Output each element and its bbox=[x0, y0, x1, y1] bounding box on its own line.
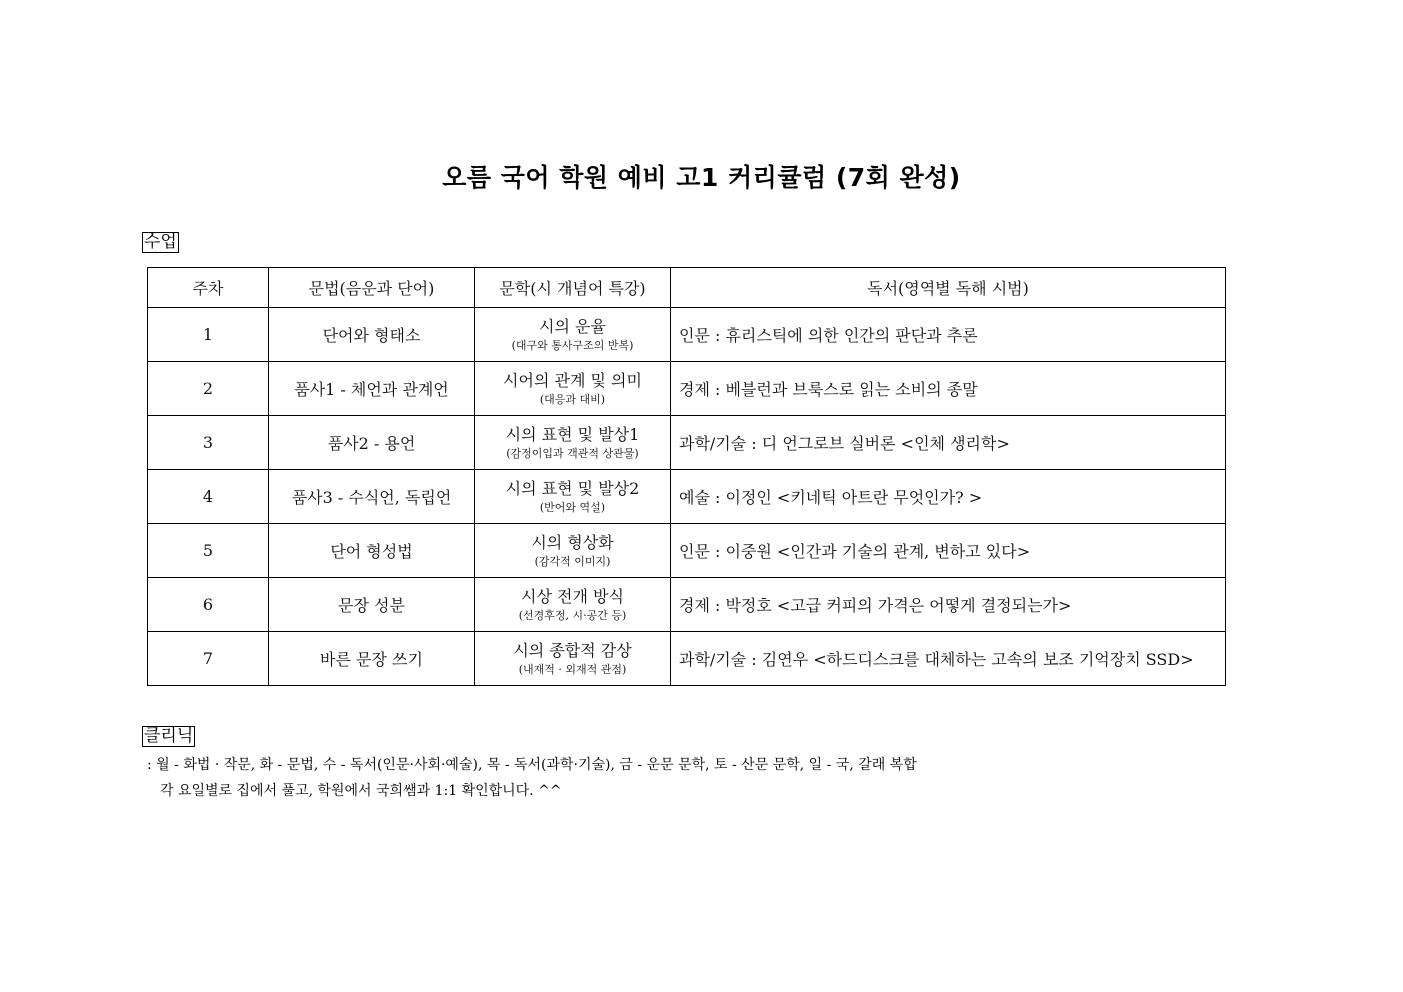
literature-cell bbox=[475, 470, 671, 524]
table-row bbox=[148, 308, 1226, 362]
table-row bbox=[148, 470, 1226, 524]
literature-subtopic: (내재적 · 외재적 관점) bbox=[518, 662, 627, 676]
clinic-section-label: 클리닉 bbox=[144, 726, 194, 746]
literature-subtopic: (선경후정, 시·공간 등) bbox=[518, 608, 627, 622]
reading-cell: 경제 : 베블런과 브룩스로 읽는 소비의 종말 bbox=[671, 362, 1226, 416]
reading-cell: 인문 : 휴리스틱에 의한 인간의 판단과 추론 bbox=[671, 308, 1226, 362]
clinic-note-text: 각 요일별로 집에서 풀고, 학원에서 국희쌤과 1:1 확인합니다. ^^ bbox=[160, 783, 562, 799]
literature-topic: 시의 운율 bbox=[539, 316, 606, 336]
week-cell: 4 bbox=[148, 470, 269, 524]
table-header-row bbox=[148, 268, 1226, 308]
literature-cell bbox=[475, 308, 671, 362]
literature-subtopic: (대응과 대비) bbox=[539, 392, 606, 406]
table-row bbox=[148, 524, 1226, 578]
literature-cell bbox=[475, 362, 671, 416]
literature-cell bbox=[475, 416, 671, 470]
week-cell: 6 bbox=[148, 578, 269, 632]
literature-subtopic: (감각적 이미지) bbox=[534, 554, 611, 568]
reading-cell: 과학/기술 : 디 언그로브 실버론 <인체 생리학> bbox=[671, 416, 1226, 470]
reading-cell: 경제 : 박정호 <고급 커피의 가격은 어떻게 결정되는가> bbox=[671, 578, 1226, 632]
table-row bbox=[148, 632, 1226, 686]
literature-cell bbox=[475, 578, 671, 632]
week-cell: 2 bbox=[148, 362, 269, 416]
grammar-cell: 품사3 - 수식언, 독립언 bbox=[269, 470, 475, 524]
grammar-cell: 문장 성분 bbox=[269, 578, 475, 632]
literature-topic: 시의 표현 및 발상2 bbox=[505, 478, 640, 498]
week-cell: 7 bbox=[148, 632, 269, 686]
week-cell: 3 bbox=[148, 416, 269, 470]
grammar-cell: 품사1 - 체언과 관계언 bbox=[269, 362, 475, 416]
grammar-cell: 품사2 - 용언 bbox=[269, 416, 475, 470]
literature-topic: 시어의 관계 및 의미 bbox=[503, 370, 642, 390]
literature-cell bbox=[475, 524, 671, 578]
class-section-label: 수업 bbox=[144, 232, 177, 252]
week-cell: 5 bbox=[148, 524, 269, 578]
page-title: 오름 국어 학원 예비 고1 커리큘럼 (7회 완성) bbox=[442, 163, 961, 192]
literature-subtopic: (반어와 역설) bbox=[539, 500, 606, 514]
header-grammar: 문법(음운과 단어) bbox=[269, 268, 475, 308]
literature-topic: 시의 종합적 감상 bbox=[513, 640, 632, 660]
literature-cell bbox=[475, 632, 671, 686]
literature-topic: 시의 표현 및 발상1 bbox=[505, 424, 640, 444]
header-reading: 독서(영역별 독해 시범) bbox=[671, 268, 1226, 308]
week-cell: 1 bbox=[148, 308, 269, 362]
literature-topic: 시상 전개 방식 bbox=[521, 586, 624, 606]
reading-cell: 예술 : 이정인 <키네틱 아트란 무엇인가? > bbox=[671, 470, 1226, 524]
grammar-cell: 바른 문장 쓰기 bbox=[269, 632, 475, 686]
reading-cell: 인문 : 이중원 <인간과 기술의 관계, 변하고 있다> bbox=[671, 524, 1226, 578]
header-literature: 문학(시 개념어 특강) bbox=[475, 268, 671, 308]
curriculum-table bbox=[147, 267, 1226, 686]
table-row bbox=[148, 578, 1226, 632]
literature-subtopic: (대구와 통사구조의 반복) bbox=[511, 338, 634, 352]
header-week: 주차 bbox=[148, 268, 269, 308]
table-row bbox=[148, 362, 1226, 416]
literature-subtopic: (감정이입과 객관적 상관물) bbox=[506, 446, 639, 460]
reading-cell: 과학/기술 : 김연우 <하드디스크를 대체하는 고속의 보조 기억장치 SSD> bbox=[671, 632, 1226, 686]
grammar-cell: 단어와 형태소 bbox=[269, 308, 475, 362]
clinic-schedule-text: : 월 - 화법 · 작문, 화 - 문법, 수 - 독서(인문·사회·예술), 목 - 독서(과학·기술), 금 - 운문 문학, 토 - 산문 문학, 일 - 국, 갈래 복합 bbox=[147, 757, 917, 773]
grammar-cell: 단어 형성법 bbox=[269, 524, 475, 578]
literature-topic: 시의 형상화 bbox=[531, 532, 614, 552]
table-row bbox=[148, 416, 1226, 470]
